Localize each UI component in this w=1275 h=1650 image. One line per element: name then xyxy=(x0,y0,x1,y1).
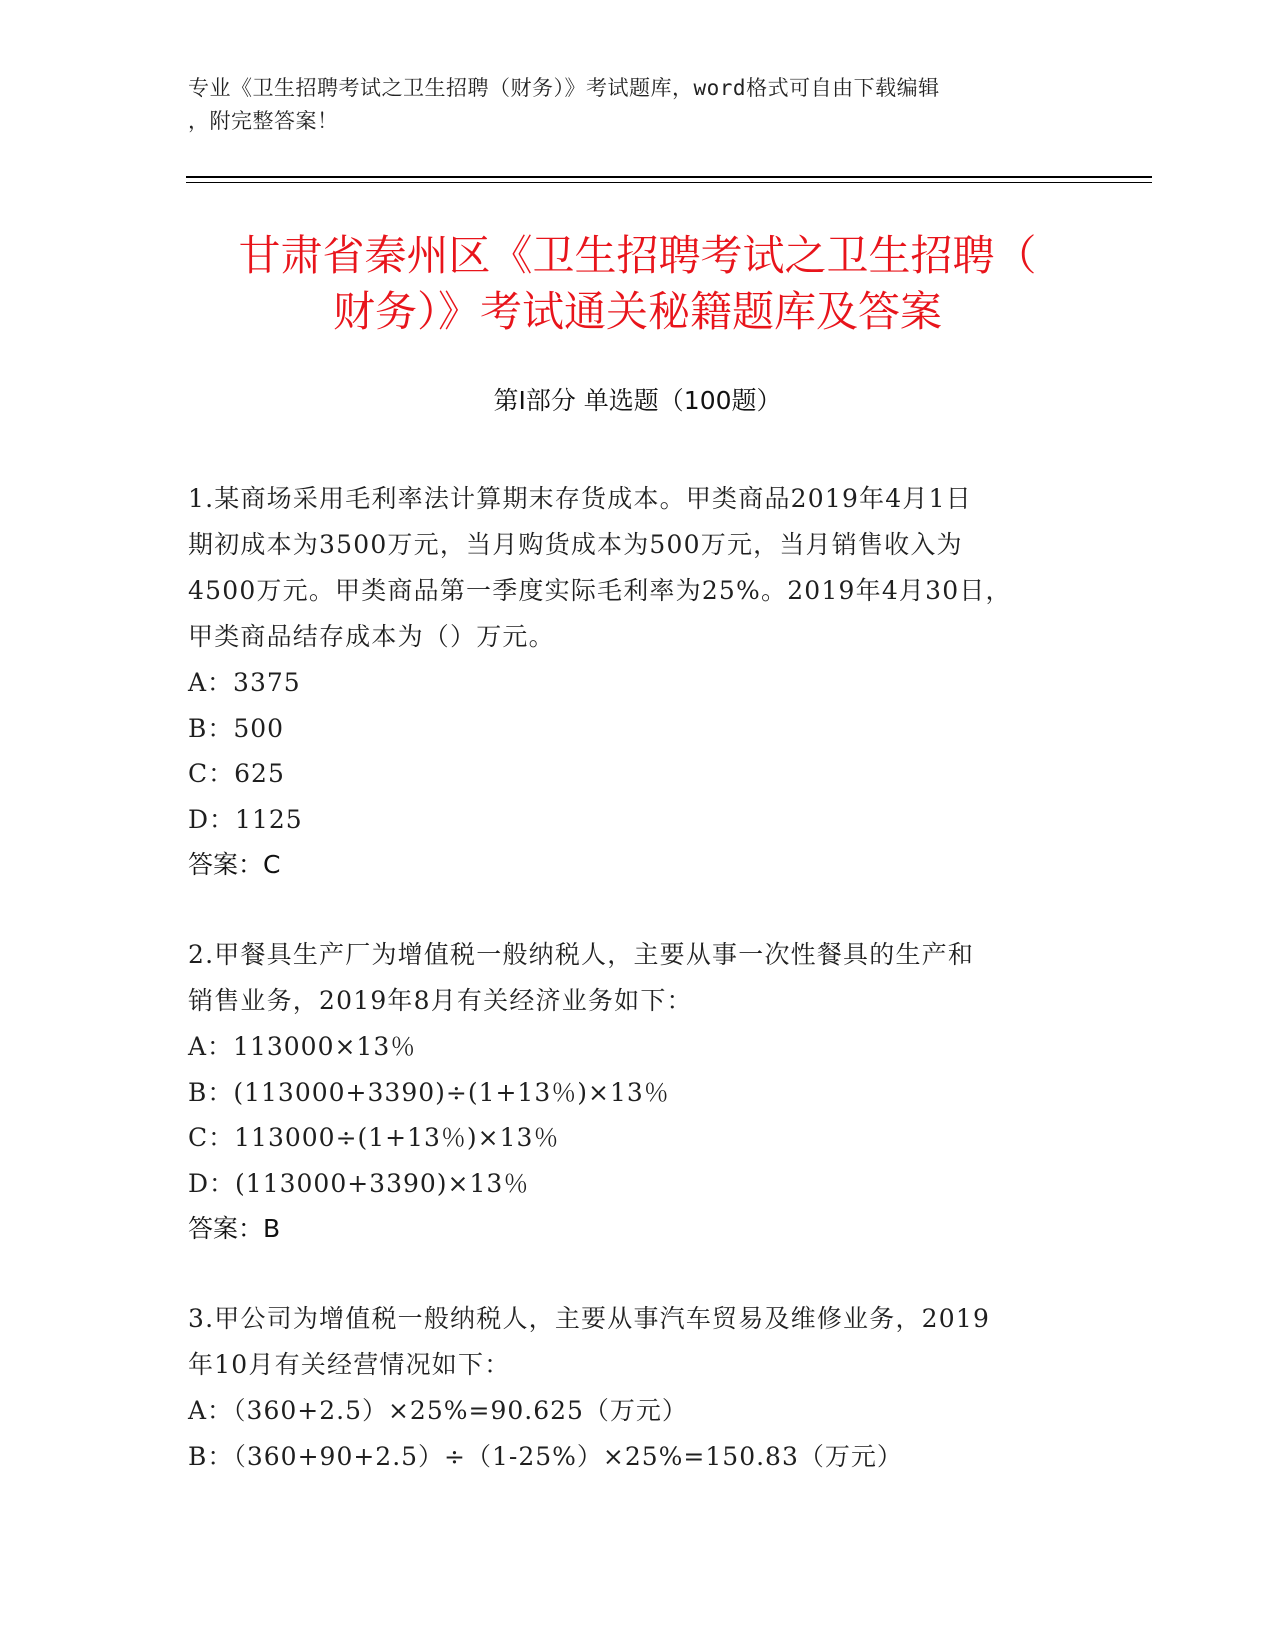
question-stem-line: 期初成本为3500万元，当月购货成本为500万元，当月销售收入为 xyxy=(188,530,963,559)
option-a: A：113000×13％ xyxy=(188,1032,417,1061)
document-title-line-2: 财务）》考试通关秘籍题库及答案 xyxy=(332,287,942,336)
question-list xyxy=(188,476,1068,1479)
answer: 答案：B xyxy=(188,1214,281,1243)
option-c: C：113000÷(1+13％)×13％ xyxy=(188,1123,560,1152)
option-b: B：（360+90+2.5）÷（1-25%）×25%=150.83（万元） xyxy=(188,1441,903,1471)
question-stem-line: 销售业务，2019年8月有关经济业务如下： xyxy=(188,986,693,1015)
header-note-line-1: 专业《卫生招聘考试之卫生招聘（财务）》考试题库，word格式可自由下载编辑 xyxy=(188,76,940,100)
option-b: B：(113000+3390)÷(1+13％)×13％ xyxy=(188,1077,670,1107)
question-spacer xyxy=(188,888,1068,932)
header-note-line-2: ，附完整答案！ xyxy=(188,109,339,133)
option-d: D：1125 xyxy=(188,804,303,834)
section-title: 第Ⅰ部分 单选题（100题） xyxy=(493,386,782,415)
question-stem-line: 1.某商场采用毛利率法计算期末存货成本。甲类商品2019年4月1日 xyxy=(188,484,972,513)
header-note xyxy=(188,72,1068,138)
question-stem-line: 4500万元。甲类商品第一季度实际毛利率为25%。2019年4月30日， xyxy=(188,576,1012,605)
option-d: D：(113000+3390)×13％ xyxy=(188,1168,530,1198)
header-rule-thick xyxy=(186,176,1152,178)
question-2 xyxy=(188,932,1068,1252)
question-stem-line: 年10月有关经营情况如下： xyxy=(188,1350,511,1379)
option-c: C：625 xyxy=(188,759,285,788)
option-a: A：（360+2.5）×25%=90.625（万元） xyxy=(188,1396,688,1425)
answer: 答案：C xyxy=(188,850,281,879)
question-1 xyxy=(188,476,1068,888)
header-rule-thin xyxy=(186,182,1152,183)
option-b: B：500 xyxy=(188,713,285,743)
question-stem-line: 甲类商品结存成本为（）万元。 xyxy=(188,622,555,651)
question-stem-line: 2.甲餐具生产厂为增值税一般纳税人，主要从事一次性餐具的生产和 xyxy=(188,940,975,969)
option-a: A：3375 xyxy=(188,668,301,697)
question-spacer xyxy=(188,1252,1068,1296)
document-title xyxy=(170,228,1105,340)
question-3 xyxy=(188,1296,1068,1479)
document-title-line-1: 甘肃省秦州区《卫生招聘考试之卫生招聘（ xyxy=(238,231,1037,280)
question-stem-line: 3.甲公司为增值税一般纳税人，主要从事汽车贸易及维修业务，2019 xyxy=(188,1304,991,1333)
